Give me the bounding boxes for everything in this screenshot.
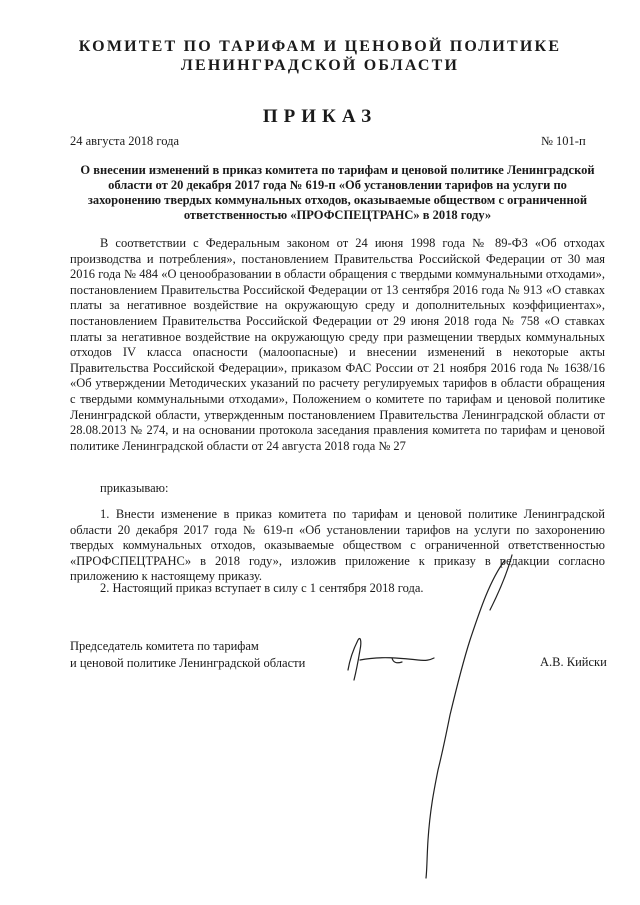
document-subject: О внесении изменений в приказ комитета по тарифам и ценовой политике Ленинградской области от 20 декабря 2017 года № 619-п «Об установлении тарифов на услуги по захоронению твердых коммунальных отходов, оказываемые обществом с ограниченной ответственностью «ПРОФСПЕЦТРАНС» в 2018 году»: [80, 163, 595, 222]
signer-position-line1: Председатель комитета по тарифам: [70, 639, 259, 653]
order-item-1: 1. Внести изменение в приказ комитета по тарифам и ценовой политике Ленинградской области 20 декабря 2017 года № 619-п «Об установлении тарифов на услуги по захоронению твердых коммунальных отходов, оказываемые обществом с ограниченной ответственностью «ПРОФСПЕЦТРАНС» в 2018 году», изложив приложение к приказу в редакции согласно приложению к настоящему приказу.: [70, 507, 605, 584]
resolve-line: приказываю:: [100, 481, 169, 495]
signer-position: [70, 638, 305, 672]
org-name-line2: ЛЕНИНГРАДСКОЙ ОБЛАСТИ: [180, 57, 460, 74]
order-item-2: 2. Настоящий приказ вступает в силу с 1 сентября 2018 года.: [100, 581, 424, 595]
org-name-line1: КОМИТЕТ ПО ТАРИФАМ И ЦЕНОВОЙ ПОЛИТИКЕ: [78, 38, 562, 55]
document-date: 24 августа 2018 года: [70, 134, 180, 148]
document-title: ПРИКАЗ: [262, 106, 378, 127]
document-number: № 101-п: [541, 134, 586, 148]
signer-name: А.В. Кийски: [540, 655, 607, 669]
signer-position-line2: и ценовой политике Ленинградской области: [70, 656, 306, 670]
basis-paragraph: В соответствии с Федеральным законом от 24 июня 1998 года № 89-ФЗ «Об отходах производства и потребления», постановлением Правительства Российской Федерации от 30 мая 2016 года № 484 «О ценообразовании в области обращения с твердыми коммунальными отходами», постановлением Правительства Российской Федерации от 13 сентября 2016 года № 913 «О ставках платы за негативное воздействие на окружающую среду и дополнительных коэффициентах», постановлением Правительства Российской Федерации от 29 июня 2018 года № 758 «О ставках платы за негативное воздействие на окружающую среду при размещении твердых коммунальных отходов IV класса опасности (малоопасные) и внесении изменений в некоторые акты Правительства Российской Федерации», приказом ФАС России от 21 ноября 2016 года № 1638/16 «Об утверждении Методических указаний по расчету регулируемых тарифов в области обращения с твердыми коммунальными отходами», Положением о комитете по тарифам и ценовой политике Ленинградской области, утвержденным постановлением Правительства Ленинградской области от 28.08.2013 № 274, и на основании протокола заседания правления комитета по тарифам и ценовой политике Ленинградской области от 24 августа 2018 года № 27: [70, 236, 605, 453]
